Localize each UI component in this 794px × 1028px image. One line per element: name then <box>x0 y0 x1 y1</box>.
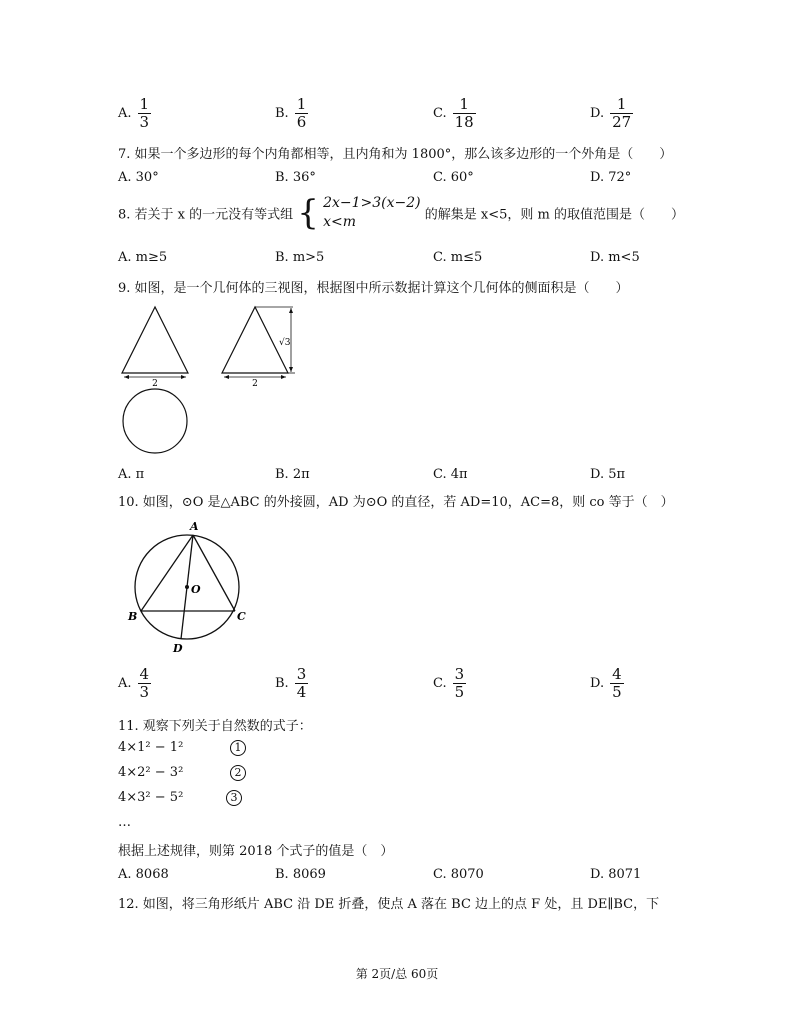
fraction: $\frac{1}{18}$ <box>454 95 474 131</box>
front-width-label: 2 <box>152 379 158 389</box>
q7-option-c: C. 60° <box>433 170 474 185</box>
q10-text: 10. 如图，⊙O 是△ABC 的外接圆，AD 为⊙O 的直径，若 AD=10，AC=8，则 co 等于（ ） <box>118 495 674 510</box>
circled-number: 3 <box>226 790 242 806</box>
label-a: A <box>190 520 199 533</box>
three-view-figure <box>115 300 315 460</box>
expression-row <box>118 765 183 780</box>
circled-number: 2 <box>230 765 246 781</box>
fraction: $\frac{4}{5}$ <box>612 665 622 701</box>
ellipsis: … <box>118 815 131 830</box>
q11-option-c: C. 8070 <box>433 867 484 882</box>
fraction: $\frac{4}{3}$ <box>139 665 150 701</box>
side-width-label: 2 <box>252 379 258 389</box>
front-view-triangle <box>122 307 188 373</box>
q8-option-b: B. m>5 <box>275 250 325 265</box>
q6-option-a: A. $\frac{1}{3}$ <box>118 95 150 131</box>
q8-option-a: A. m≥5 <box>118 250 168 265</box>
brace: { <box>297 193 319 233</box>
q10-option-a: A. $\frac{4}{3}$ <box>118 665 150 701</box>
q9-option-a: A. π <box>118 467 145 482</box>
expression-row <box>118 790 183 805</box>
label-d: D <box>173 642 183 655</box>
q9-option-c: C. 4π <box>433 467 468 482</box>
q8-line <box>118 194 684 238</box>
label-b: B <box>128 610 138 623</box>
inequality-system: 2x−1>3(x−2) x<m <box>323 195 421 230</box>
fraction: $\frac{3}{4}$ <box>296 665 307 701</box>
q10-option-b: B. $\frac{3}{4}$ <box>275 665 307 701</box>
circle-figure <box>118 515 268 660</box>
expression: 4×3² − 5² <box>118 790 184 805</box>
q8-prefix: 8. 若关于 x 的一元没有等式组 <box>118 207 294 223</box>
q11-text: 11. 观察下列关于自然数的式子： <box>118 719 312 734</box>
fraction: $\frac{1}{3}$ <box>139 95 150 131</box>
fraction: $\frac{1}{27}$ <box>612 95 632 131</box>
center-point <box>185 585 189 589</box>
q7-option-a: A. 30° <box>118 170 159 185</box>
q7-option-d: D. 72° <box>590 170 632 185</box>
fraction: $\frac{1}{6}$ <box>296 95 307 131</box>
q11-option-b: B. 8069 <box>275 867 326 882</box>
segment-ac <box>193 535 235 611</box>
q9-text: 9. 如图，是一个几何体的三视图，根据图中所示数据计算这个几何体的侧面积是（ ） <box>118 281 629 296</box>
q11-option-d: D. 8071 <box>590 867 642 882</box>
q8-option-c: C. m≤5 <box>433 250 483 265</box>
q7-text: 7. 如果一个多边形的每个内角都相等，且内角和为 1800°，那么该多边形的一个外角是（ ） <box>118 147 673 162</box>
q7-option-b: B. 36° <box>275 170 316 185</box>
q10-option-c: C. $\frac{3}{5}$ <box>433 665 465 701</box>
height-label: √3 <box>279 338 291 348</box>
q8-option-d: D. m<5 <box>590 250 640 265</box>
label-c: C <box>237 610 246 623</box>
q10-option-d: D. $\frac{4}{5}$ <box>590 665 622 701</box>
expression-row <box>118 740 183 755</box>
q6-option-d: D. $\frac{1}{27}$ <box>590 95 632 131</box>
q6-option-b: B. $\frac{1}{6}$ <box>275 95 307 131</box>
q12-text: 12. 如图，将三角形纸片 ABC 沿 DE 折叠，使点 A 落在 BC 边上的点 F 处，且 DE∥BC，下 <box>118 897 660 912</box>
fraction: $\frac{3}{5}$ <box>454 665 465 701</box>
q11-question: 根据上述规律，则第 2018 个式子的值是（ ） <box>118 844 394 859</box>
expression: 4×2² − 3² <box>118 765 184 780</box>
page-footer: 第 2页/总 60页 <box>355 967 439 981</box>
top-view-circle <box>123 389 187 453</box>
label-o: O <box>191 583 201 596</box>
q11-option-a: A. 8068 <box>118 867 169 882</box>
expression: 4×1² − 1² <box>118 740 184 755</box>
q9-option-b: B. 2π <box>275 467 310 482</box>
q9-option-d: D. 5π <box>590 467 626 482</box>
circled-number: 1 <box>230 740 246 756</box>
q8-suffix: 的解集是 x<5，则 m 的取值范围是（ ） <box>424 207 684 223</box>
q6-option-c: C. $\frac{1}{18}$ <box>433 95 474 131</box>
